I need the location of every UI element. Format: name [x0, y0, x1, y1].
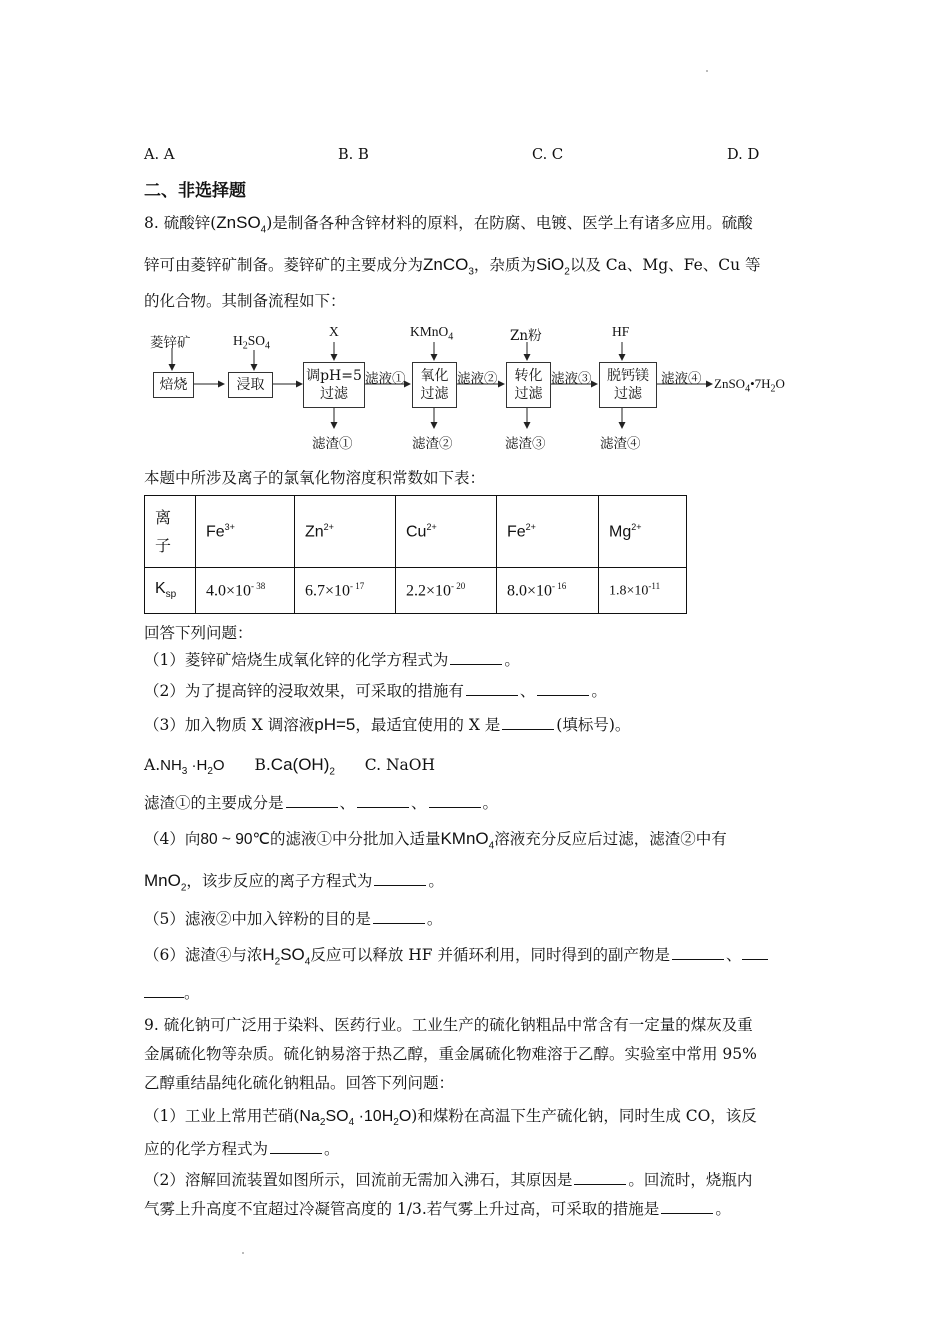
ion-cell: $Cu^{2+}$ [396, 496, 497, 568]
flowchart-arrows [0, 0, 950, 460]
answer-blank[interactable] [742, 945, 768, 960]
ksp-value-cell: $6.7\times 10^{- 17}$ [295, 568, 396, 614]
flow-acid-label: $H_2SO_4$ [233, 333, 271, 352]
ksp-value-cell: $2.2\times 10^{- 20}$ [396, 568, 497, 614]
answer-blank[interactable] [373, 909, 425, 924]
ion-cell: $Mg^{2+}$ [599, 496, 687, 568]
ksp-value-cell: $1.8\times 10^{-11}$ [599, 568, 687, 614]
answer-prompt: 回答下列问题： [144, 624, 253, 642]
filtrate-1: 滤液① [365, 371, 406, 387]
q9-part2-line1: （2）溶解回流装置如图所示，回流前无需加入沸石，其原因是 。回流时，烧瓶内 [144, 1171, 753, 1189]
filtrate-3: 滤液③ [551, 371, 592, 387]
table-caption: 本题中所涉及离子的氯氧化物溶度积常数如下表： [144, 469, 486, 487]
filtrate-4: 滤液④ [661, 371, 702, 387]
answer-blank[interactable] [270, 1139, 322, 1154]
q8-residue-question: 滤渣①的主要成分是 、 、 。 [144, 794, 499, 812]
table-row [145, 496, 687, 568]
q8-part6: （6）滤渣④与浓$H_2SO_4$反应可以释放 HF 并循环利用，同时得到的副产物是 、 [144, 945, 768, 972]
ksp-table [144, 495, 687, 614]
q9-intro-line1: 9. 硫化钠可广泛用于染料、医药行业。工业生产的硫化钠粗品中常含有一定量的煤灰及重 [144, 1016, 753, 1034]
q8-part5: （5）滤液②中加入锌粉的目的是 。 [144, 910, 443, 928]
step-convert-filter: 转化 过滤 [506, 362, 551, 408]
q8-intro-line3: 的化合物。其制备流程如下： [144, 292, 346, 310]
q8-part4-line1: （4）向80 ~ 90℃的滤液①中分批加入适量KMnO$_4$溶液充分反应后过滤，滤渣②中有 [144, 829, 727, 852]
page-dot [242, 1252, 244, 1254]
answer-blank[interactable] [537, 681, 589, 696]
residue-2: 滤渣② [412, 436, 453, 452]
q8-intro-line2: 锌可由菱锌矿制备。菱锌矿的主要成分为ZnCO$_3$，杂质为SiO$_2$以及 Ca、Mg、Fe、Cu 等 [144, 255, 761, 278]
choice-a: $A.NH_3 \cdot H_2O$ [144, 756, 225, 777]
flow-x-label: X [329, 324, 339, 339]
answer-blank[interactable] [357, 793, 409, 808]
filtrate-2: 滤液② [457, 371, 498, 387]
step-ph-filter: 调pH=5 过滤 [303, 362, 365, 408]
ion-cell: $Zn^{2+}$ [295, 496, 396, 568]
step-oxidize-filter: 氧化 过滤 [412, 362, 457, 408]
q9-intro-line2: 金属硫化物等杂质。硫化钠易溶于热乙醇，重金属硫化物难溶于乙醇。实验室中常用 95% [144, 1045, 757, 1063]
option-d: D. D [727, 145, 760, 163]
answer-blank[interactable] [466, 681, 518, 696]
ksp-value-cell: $8.0\times 10^{- 16}$ [497, 568, 599, 614]
step-decalc-filter: 脱钙镁 过滤 [599, 362, 657, 408]
ksp-label-cell: $K_{sp}$ [145, 568, 196, 614]
flow-product: $ZnSO_4•7H_2O$ [714, 376, 785, 395]
q8-choices [144, 755, 435, 782]
answer-blank[interactable] [672, 945, 724, 960]
flow-kmno4-label: KMnO$_4$ [410, 324, 454, 343]
ion-cell: $Fe^{3+}$ [196, 496, 295, 568]
flow-hf-label: HF [612, 324, 630, 339]
answer-blank[interactable] [574, 1170, 626, 1185]
residue-3: 滤渣③ [505, 436, 546, 452]
answer-blank[interactable] [429, 793, 481, 808]
option-b: B. B [338, 145, 369, 163]
answer-blank[interactable] [661, 1199, 713, 1214]
ksp-value-cell: $4.0\times 10^{- 38}$ [196, 568, 295, 614]
q8-intro-line1: 8. 硫酸锌(ZnSO$_4$)是制备各种含锌材料的原料，在防腐、电镀、医学上有诸多应用。硫酸 [144, 213, 753, 236]
residue-4: 滤渣④ [600, 436, 641, 452]
q8-part6-cont: 。 [144, 983, 200, 1003]
step-roast: 焙烧 [153, 372, 194, 398]
answer-blank[interactable] [144, 983, 184, 998]
answer-blank[interactable] [450, 650, 502, 665]
answer-blank[interactable] [502, 715, 554, 730]
choice-c: C. NaOH [364, 756, 435, 774]
q8-part2: （2）为了提高锌的浸取效果，可采取的措施有 、 。 [144, 682, 607, 700]
q9-part1-line1: （1）工业上常用芒硝$(Na_2SO_4 \cdot 10H_2O)$和煤粉在高温下生产硫化钠，同时生成 CO，该反 [144, 1107, 757, 1129]
choice-b: $B.Ca(OH)_2$ [254, 755, 335, 778]
table-row [145, 568, 687, 614]
flow-ore-label: 菱锌矿 [150, 335, 191, 351]
residue-1: 滤渣① [312, 436, 353, 452]
flow-zn-label: Zn粉 [510, 328, 542, 344]
q9-intro-line3: 乙醇重结晶纯化硫化钠粗品。回答下列问题： [144, 1074, 455, 1092]
q9-part1-line2: 应的化学方程式为 。 [144, 1140, 340, 1158]
ion-cell: $Fe^{2+}$ [497, 496, 599, 568]
option-a: A. A [144, 145, 175, 163]
q8-part1: （1）菱锌矿焙烧生成氧化锌的化学方程式为 。 [144, 651, 520, 669]
header-ion-cell: 离 子 [145, 496, 196, 568]
option-c: C. C [532, 145, 564, 163]
q8-part3: （3）加入物质 X 调溶液pH=5，最适宜使用的 X 是 (填标号)。 [144, 715, 631, 734]
q8-part4-line2: MnO$_2$，该步反应的离子方程式为 。 [144, 871, 444, 894]
step-leach: 浸取 [228, 372, 273, 398]
q9-part2-line2: 气雾上升高度不宜超过冷凝管高度的 1/3.若气雾上升过高，可采取的措施是 。 [144, 1200, 731, 1218]
section-title: 二、非选择题 [144, 181, 246, 201]
answer-blank[interactable] [374, 871, 426, 886]
answer-blank[interactable] [286, 793, 338, 808]
